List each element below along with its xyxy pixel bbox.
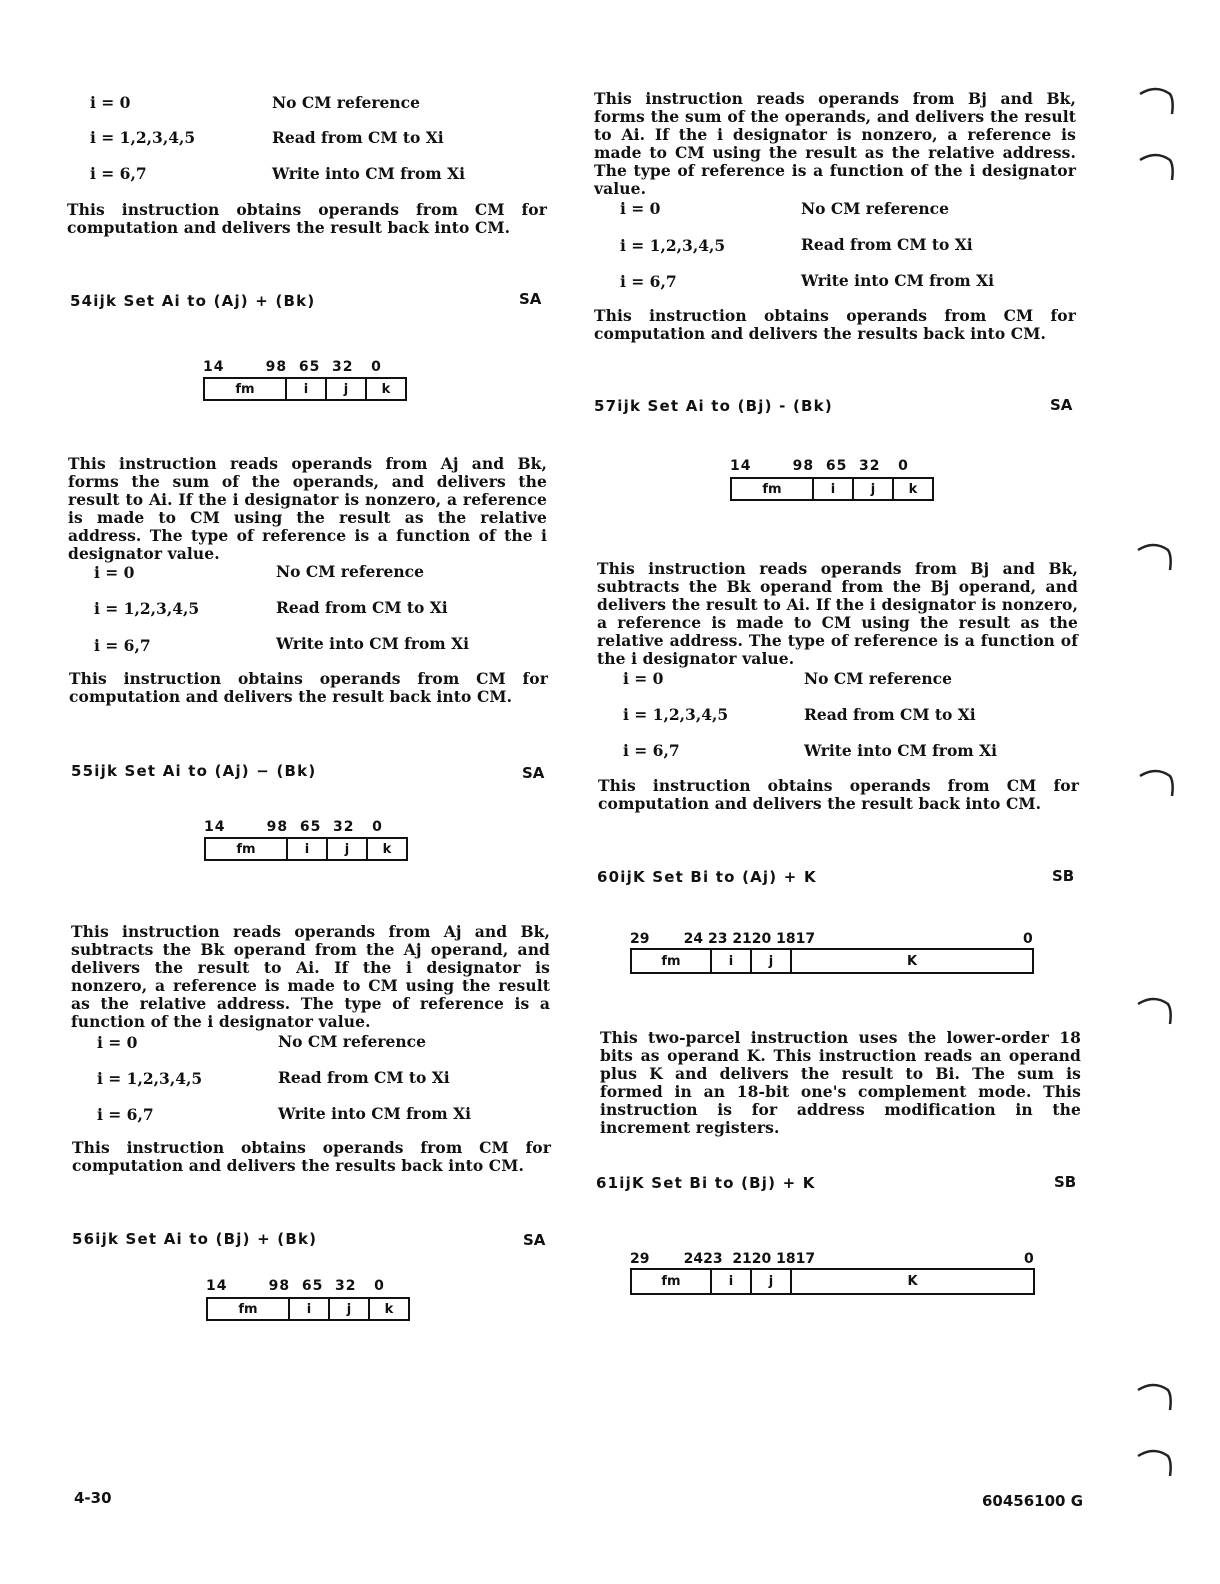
designator-cond: i = 1,2,3,4,5 (623, 705, 729, 724)
functional-unit-label: SA (522, 764, 545, 782)
designator-desc: Write into CM from Xi (278, 1104, 472, 1123)
field-j: j (328, 839, 368, 859)
field-j: j (854, 479, 894, 499)
field-i: i (287, 379, 327, 399)
page-number: 4-30 (74, 1489, 112, 1507)
instruction-description: This instruction reads operands from Bj and Bk, subtracts the Bk operand from the Bj operand, and delivers the result to Ai. If the i designator is nonzero, a reference is made to CM using the result as the relative address. The type of reference is a function of the i designator value. (597, 559, 1078, 668)
binder-hole-mark-icon (1138, 84, 1178, 118)
field-fm: fm (205, 379, 287, 399)
instruction-format-diagram (630, 948, 1034, 974)
instruction-format-diagram (204, 837, 408, 861)
binder-hole-mark-icon (1138, 766, 1178, 800)
field-fm: fm (206, 839, 288, 859)
designator-desc: Read from CM to Xi (804, 705, 976, 724)
field-K: K (907, 1274, 918, 1289)
designator-desc: No CM reference (278, 1032, 426, 1051)
field-j: j (327, 379, 367, 399)
designator-desc: Write into CM from Xi (272, 164, 466, 183)
functional-unit-label: SA (519, 290, 542, 308)
instruction-heading-61: 61ijK Set Bi to (Bj) + K (596, 1174, 816, 1192)
binder-hole-mark-icon (1136, 1446, 1176, 1480)
field-K: K (906, 953, 918, 969)
designator-desc: No CM reference (801, 199, 949, 218)
designator-cond: i = 1,2,3,4,5 (90, 128, 196, 147)
designator-cond: i = 6,7 (623, 741, 680, 760)
field-k: k (381, 381, 391, 397)
bit-position-zero: 0 (1024, 1251, 1035, 1267)
instruction-heading-60: 60ijK Set Bi to (Aj) + K (597, 868, 817, 886)
designator-cond: i = 0 (97, 1033, 138, 1052)
designator-desc: Read from CM to Xi (276, 598, 448, 617)
designator-desc: Read from CM to Xi (272, 128, 444, 147)
binder-hole-mark-icon (1138, 150, 1178, 184)
designator-cond: i = 6,7 (620, 272, 677, 291)
field-fm: fm (632, 1270, 712, 1293)
cm-note: This instruction obtains operands from CM for computation and delivers the results back into CM. (72, 1138, 551, 1175)
designator-desc: Read from CM to Xi (278, 1068, 450, 1087)
instruction-heading-54: 54ijk Set Ai to (Aj) + (Bk) (70, 292, 316, 310)
bit-positions: 14 98 65 32 0 (203, 359, 382, 375)
designator-cond: i = 1,2,3,4,5 (97, 1069, 203, 1088)
instruction-format-diagram (206, 1297, 410, 1321)
field-k: k (908, 481, 918, 497)
field-i: i (814, 479, 854, 499)
bit-positions: 29 24 23 2120 1817 (630, 931, 816, 947)
instruction-format-diagram (203, 377, 407, 401)
field-fm: fm (732, 479, 814, 499)
instruction-format-diagram (730, 477, 934, 501)
designator-desc: Write into CM from Xi (276, 634, 470, 653)
designator-cond: i = 0 (623, 669, 664, 688)
designator-cond: i = 0 (90, 93, 131, 112)
binder-hole-mark-icon (1136, 540, 1176, 574)
cm-note: This instruction obtains operands from CM for computation and delivers the result back into CM. (69, 669, 548, 706)
instruction-description: This instruction reads operands from Aj and Bk, subtracts the Bk operand from the Aj operand, and delivers the result to Ai. If the i designator is nonzero, a reference is made to CM using the result as the relative address. The type of reference is a function of the i designator value. (71, 922, 550, 1031)
designator-cond: i = 0 (94, 563, 135, 582)
functional-unit-label: SA (1050, 396, 1073, 414)
designator-cond: i = 1,2,3,4,5 (94, 599, 200, 618)
cm-note: This instruction obtains operands from CM for computation and delivers the results back into CM. (594, 306, 1076, 343)
designator-desc: Write into CM from Xi (804, 741, 998, 760)
functional-unit-label: SB (1052, 867, 1075, 885)
designator-desc: Write into CM from Xi (801, 271, 995, 290)
designator-desc: No CM reference (804, 669, 952, 688)
bit-positions: 14 98 65 32 0 (730, 458, 909, 474)
instruction-description: This instruction reads operands from Bj and Bk, forms the sum of the operands, and delivers the result to Ai. If the i designator is nonzero, a reference is made to CM using the result as the relative address. The type of reference is a function of the i designator value. (594, 89, 1076, 198)
field-i: i (712, 1270, 752, 1293)
designator-cond: i = 6,7 (90, 164, 147, 183)
field-i: i (288, 839, 328, 859)
functional-unit-label: SB (1054, 1173, 1077, 1191)
instruction-heading-56: 56ijk Set Ai to (Bj) + (Bk) (72, 1230, 318, 1248)
instruction-description: This instruction reads operands from Aj and Bk, forms the sum of the operands, and delivers the result to Ai. If the i designator is nonzero, a reference is made to CM using the result as the relative address. The type of reference is a function of the i designator value. (68, 454, 547, 563)
field-j: j (752, 950, 792, 972)
binder-hole-mark-icon (1136, 994, 1176, 1028)
field-fm: fm (632, 950, 712, 972)
cm-note: This instruction obtains operands from CM for computation and delivers the result back into CM. (598, 776, 1079, 813)
instruction-description: This two-parcel instruction uses the lower-order 18 bits as operand K. This instruction reads an operand plus K and delivers the result to Bi. The sum is formed in an 18-bit one's complement mode. This instruction is for address modification in the increment registers. (600, 1028, 1081, 1137)
designator-desc: No CM reference (272, 93, 420, 112)
document-number: 60456100 G (982, 1492, 1084, 1510)
designator-cond: i = 6,7 (94, 636, 151, 655)
designator-cond: i = 6,7 (97, 1105, 154, 1124)
designator-cond: i = 0 (620, 199, 661, 218)
bit-position-zero: 0 (1023, 931, 1034, 947)
field-fm: fm (208, 1299, 290, 1319)
field-i: i (712, 950, 752, 972)
field-k: k (382, 841, 392, 857)
field-j: j (752, 1270, 792, 1293)
binder-hole-mark-icon (1136, 1380, 1176, 1414)
bit-positions: 14 98 65 32 0 (204, 819, 383, 835)
field-i: i (290, 1299, 330, 1319)
cm-note: This instruction obtains operands from CM for computation and delivers the result back into CM. (67, 200, 547, 237)
instruction-heading-57: 57ijk Set Ai to (Bj) - (Bk) (594, 397, 833, 415)
designator-desc: No CM reference (276, 562, 424, 581)
designator-cond: i = 1,2,3,4,5 (620, 236, 726, 255)
field-k: k (384, 1301, 394, 1317)
instruction-heading-55: 55ijk Set Ai to (Aj) − (Bk) (71, 762, 317, 780)
bit-positions: 14 98 65 32 0 (206, 1278, 385, 1294)
bit-positions: 29 2423 2120 1817 (630, 1251, 816, 1267)
designator-desc: Read from CM to Xi (801, 235, 973, 254)
instruction-format-diagram (630, 1268, 1035, 1295)
functional-unit-label: SA (523, 1231, 546, 1249)
field-j: j (330, 1299, 370, 1319)
